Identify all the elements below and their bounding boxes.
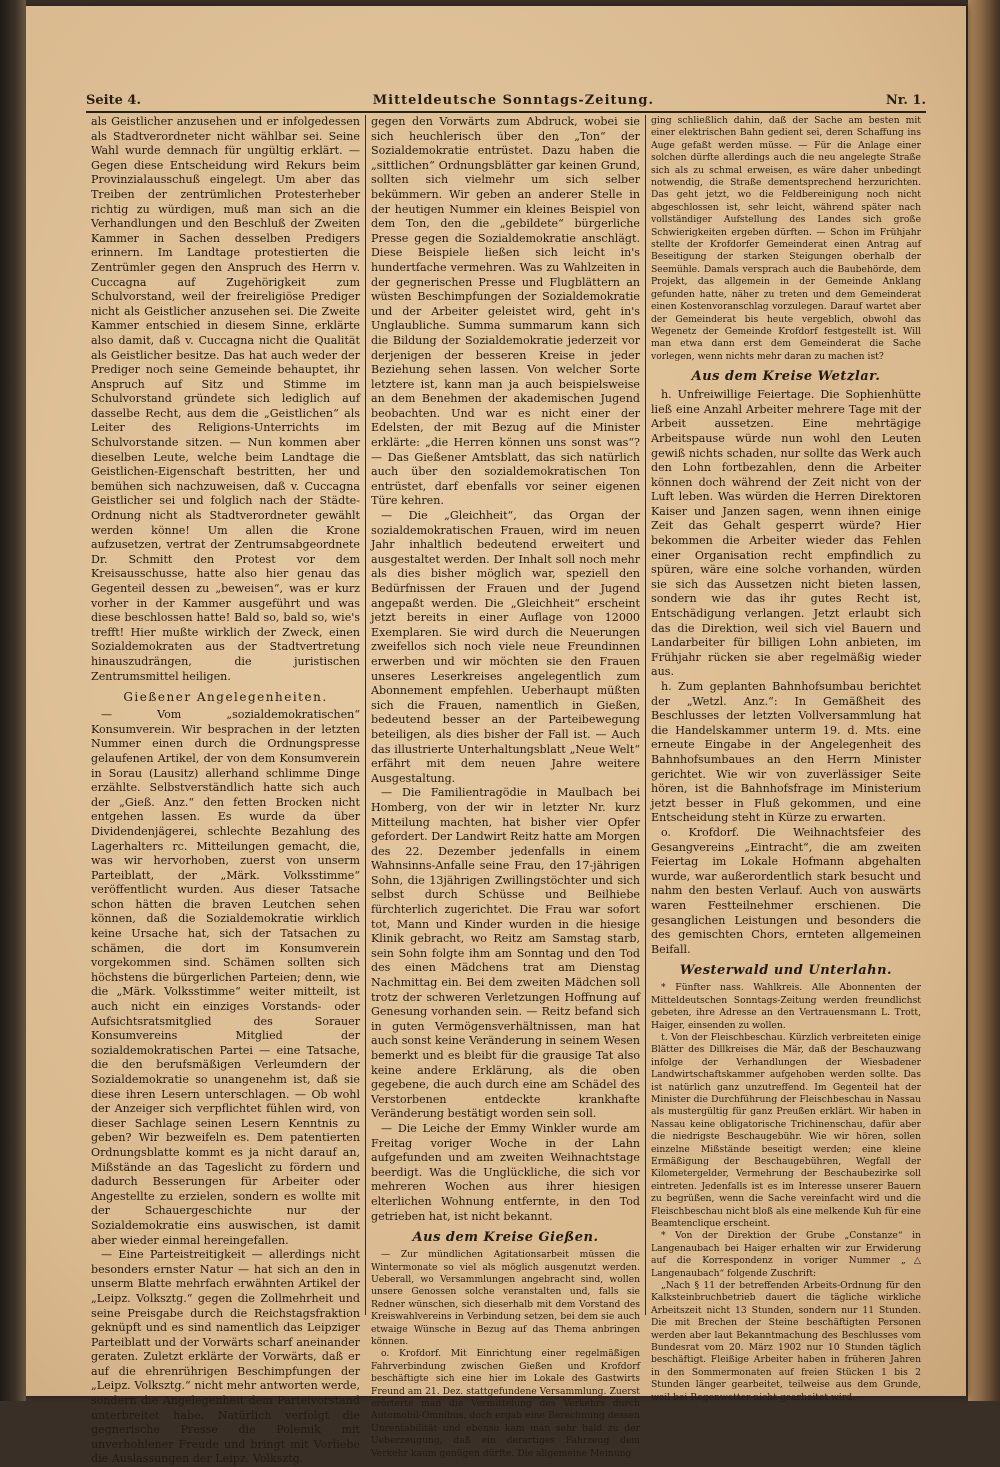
page-header xyxy=(86,90,926,110)
newspaper-title: Mitteldeutsche Sonntags-Zeitung. xyxy=(372,92,655,108)
newspaper-page xyxy=(26,6,966,1466)
section-heading: Westerwald und Unterlahn. xyxy=(679,963,893,979)
article-paragraph: ging schließlich dahin, daß der Sache am besten mit einer elektrischen Bahn gedient sei, deren Schaffung ins Auge gefaßt werden müsse. — Für die Anlage einer solchen dürfte allerdings auch die neu angelegte Straße sich als zu schmal erweisen, es wäre daher unbedingt notwendig, die Straße dementsprechend herzurichten. Das geht jetzt, wo die Feldbereinigung noch nicht abgeschlossen ist, sehr leicht, während später nach vollständiger Aufstellung des Landes sich große Schwierigkeiten ergeben dürften. — Schon im Frühjahr stellte der Krofdorfer Gemeinderat einen Antrag auf Beseitigung der starken Steigungen oberhalb der Seemühle. Damals versprach auch die Baubehörde, dem Projekt, das allgemein in der Gemeinde Anklang gefunden hatte, näher zu treten und dem Gemeinderat einen Kostenvoranschlag vorzulegen. Darauf wartet aber der Gemeinderat bis heute vergeblich, obwohl das Wegenetz der Gemeinde Krofdorf festgestellt ist. Will man etwa dann erst dem Gemeinderat die Sache vorlegen, wenn nichts mehr daran zu machen ist? xyxy=(651,115,921,362)
book-binding-right xyxy=(968,0,1000,1401)
article-paragraph: — Eine Parteistreitigkeit — allerdings nicht besonders ernster Natur — hat sich an den in unserm Blatte mehrfach erwähnten Artikel der „Leipz. Volksztg.“ gegen die Zollmehrheit und seine Preisgabe durch die Reichstagsfraktion geknüpft und es sind namentlich das Leipziger Parteiblatt und der Vorwärts scharf aneinander geraten. Zuletzt erklärte der Vorwärts, daß er auf die ehrenrührigen Beschimpfungen der „Leipz. Volksztg.“ nicht mehr antworten werde, sondern die Angelegenheit dem Parteivorstand unterbreitet habe. Natürlich verfolgt die gegnerische Presse die Polemik mit unverhohlener Freude und bringt mit Vorliebe die Auslassungen der Leipz. Volksztg. xyxy=(91,1248,360,1466)
header-rule xyxy=(86,111,926,113)
issue-number: Nr. 1. xyxy=(885,92,926,108)
section-heading: Aus dem Kreise Gießen. xyxy=(412,1230,599,1246)
column-2 xyxy=(366,115,646,1459)
column-1 xyxy=(86,115,366,1466)
article-paragraph: — Zur mündlichen Agitationsarbeit müssen die Wintermonate so viel als möglich ausgenutzt werden. Ueberall, wo Versammlungen angebracht sind, wollen unsere Genossen solche veranstalten und, falls sie Redner wünschen, sich dieserhalb mit dem Vorstand des Kreiswahlvereins in Verbindung setzen, bei dem sie auch etwaige Wünsche in Bezug auf das Thema anbringen können. xyxy=(371,1249,640,1347)
article-paragraph: „Nach § 11 der betreffenden Arbeits-Ordnung für den Kalksteinbruchbetrieb dauert die tägliche wirkliche Arbeitszeit nicht 13 Stunden, sondern nur 11 Stunden. Die mit Brechen der Steine beschäftigten Personen werden aber laut Bekanntmachung des Beschlusses vom Bundesrat vom 20. März 1902 nur 10 Stunden täglich beschäftigt. Fleißige Arbeiter haben in früheren Jahren in den Sommermonaten auf freien Stücken 1 bis 2 Stunden länger gearbeitet, teilweise aus dem Grunde, weil bei Regenwetter nicht gearbeitet wird. xyxy=(651,1280,921,1403)
article-paragraph: — Die Familientragödie in Maulbach bei Homberg, von der wir in letzter Nr. kurz Mitteilung machten, hat bisher vier Opfer gefordert. Der Landwirt Reitz hatte am Morgen des 22. Dezember jedenfalls in einem Wahnsinns-Anfalle seine Frau, den 17-jährigen Sohn, die 13jährigen Zwillingstöchter und sich selbst durch Schüsse und Beilhiebe fürchterlich zugerichtet. Die Frau war sofort tot, Mann und Kinder wurden in die hiesige Klinik gebracht, wo Reitz am Samstag starb, sein Sohn folgte ihm am Sonntag und den Tod des einen Mädchens trat am Dienstag Nachmittag ein. Bei dem zweiten Mädchen soll trotz der schweren Verletzungen Hoffnung auf Genesung vorhanden sein. — Reitz befand sich in guten Vermögensverhältnissen, man hat auch sonst keine Veränderung in seinem Wesen bemerkt und es bleibt für die grausige Tat also keine andere Erklärung, als die oben gegebene, die auch durch eine am Schädel des Verstorbenen entdeckte krankhafte Veränderung bestätigt worden sein soll. xyxy=(371,786,640,1121)
section-heading: Gießener Angelegenheiten. xyxy=(123,690,328,705)
section-heading: Aus dem Kreise Wetzlar. xyxy=(691,369,881,385)
article-paragraph: * Fünfter nass. Wahlkreis. Alle Abonnenten der Mitteldeutschen Sonntags-Zeitung werden freundlichst gebeten, ihre Adresse an den Vertrauensmann L. Trott, Haiger, einsenden zu wollen. xyxy=(651,982,921,1031)
book-binding-left xyxy=(0,0,26,1401)
article-paragraph: t. Von der Fleischbeschau. Kürzlich verbreiteten einige Blätter des Dillkreises die Mär, daß der Beschauzwang infolge der Verhandlungen der Wiesbadener Landwirtschaftskammer aufgehoben werden sollte. Das ist natürlich ganz unzutreffend. Im Gegenteil hat der Minister die Durchführung der Fleischbeschau in Nassau als mustergültig für ganz Preußen erklärt. Wir haben in Nassau keine obligatorische Trichinenschau, dafür aber die niedrigste Beschaugebühr. Wie wir hören, sollen einzelne Mißstände beseitigt werden; eine kleine Ermäßigung der Beschaugebühren, Wegfall der Kilometergelder, Vermehrung der Beschaubezirke soll eintreten. Jedenfalls ist es im Interesse unserer Bauern zu begrüßen, wenn die Sache vereinfacht wird und die Fleischbeschau nicht bloß als eine melkende Kuh für eine Beamtenclique erscheint. xyxy=(651,1031,921,1229)
column-3 xyxy=(646,115,926,1403)
article-paragraph: h. Unfreiwillige Feiertage. Die Sophienhütte ließ eine Anzahl Arbeiter mehrere Tage mit der Arbeit aussetzen. Eine mehrtägige Arbeitspause würde nun wohl den Leuten gewiß nichts schaden, nur sollte das Werk auch den Lohn fortbezahlen, denn die Arbeiter können doch während der Zeit nicht von der Luft leben. Was würden die Herren Direktoren Kaiser und Janzen sagen, wenn ihnen einige Zeit das Gehalt gesperrt würde? Hier bekommen die Arbeiter wieder das Fehlen einer Organisation recht empfindlich zu spüren, wäre eine solche vorhanden, würden sie sich das Aussetzen nicht bieten lassen, sondern wie das ihr gutes Recht ist, Entschädigung verlangen. Jetzt erlaubt sich das die Direktion, weil sich viel Bauern und Landarbeiter für billigen Lohn anbieten, im Frühjahr rücken sie aber regelmäßig wieder aus. xyxy=(651,388,921,679)
article-paragraph: gegen den Vorwärts zum Abdruck, wobei sie sich heuchlerisch über den „Ton“ der Sozialdemokratie entrüstet. Dazu haben die „sittlichen“ Ordnungsblätter gar keinen Grund, sollten sich vielmehr um sich selber bekümmern. Wir geben an anderer Stelle in der heutigen Nummer ein kleines Beispiel von dem Ton, den die „gebildete“ bürgerliche Presse gegen die Sozialdemokratie anschlägt. Diese Beispiele ließen sich leicht in's hundertfache vermehren. Was zu Wahlzeiten in der gegnerischen Presse und Flugblättern an wüsten Beschimpfungen der Sozialdemokratie und der Arbeiter geleistet wird, geht in's Unglaubliche. Summa summarum kann sich die Bildung der Sozialdemokratie jederzeit vor derjenigen der besseren Kreise in jeder Beziehung sehen lassen. Von welcher Sorte letztere ist, kann man ja auch beispielsweise an dem Benehmen der akademischen Jugend beobachten. Und war es nicht einer der Edelsten, der mit Bezug auf die Minister erklärte: „die Herren können uns sonst was“? — Das Gießener Amtsblatt, das sich natürlich auch über den sozialdemokratischen Ton entrüstet, darf ebenfalls vor seiner eigenen Türe kehren. xyxy=(371,115,640,508)
article-paragraph: o. Krofdorf. Die Weihnachtsfeier des Gesangvereins „Eintracht“, die am zweiten Feiertag im Lokale Hofmann abgehalten wurde, war außerordentlich stark besucht und nahm den besten Verlauf. Auch von auswärts waren Festteilnehmer erschienen. Die gesanglichen Leistungen und besonders die des gemischten Chors, ernteten allgemeinen Beifall. xyxy=(651,825,921,956)
article-paragraph: — Die „Gleichheit“, das Organ der sozialdemokratischen Frauen, wird im neuen Jahr inhaltlich bedeutend erweitert und ausgestaltet werden. Der Inhalt soll noch mehr als dies bisher möglich war, speziell den Bedürfnissen der Frauen und der Jugend angepaßt werden. Die „Gleichheit“ erscheint jetzt bereits in einer Auflage von 12000 Exemplaren. Sie wird durch die Neuerungen zweifellos sich noch viele neue Freundinnen erwerben und wir möchten sie den Frauen unseres Leserkreises angelegentlich zum Abonnement empfehlen. Ueberhaupt müßten sich die Frauen, namentlich in Gießen, bedeutend besser an der Parteibewegung beteiligen, als dies bisher der Fall ist. — Auch das illustrierte Unterhaltungsblatt „Neue Welt“ erfährt mit dem neuen Jahre weitere Ausgestaltung. xyxy=(371,509,640,785)
article-paragraph: — Vom „sozialdemokratischen“ Konsumverein. Wir besprachen in der letzten Nummer einen durch die Ordnungspresse gelaufenen Artikel, der von dem Konsumverein in Sorau (Lausitz) allerhand schlimme Dinge erzählte. Selbstverständlich hatte sich auch der „Gieß. Anz.“ den fetten Brocken nicht entgehen lassen. Es wurde da über Dividendenjägerei, schlechte Bezahlung des Lagerhalters rc. Mitteilungen gemacht, die, was wir hervorhoben, zuerst von unserm Parteiblatt, der „Märk. Volksstimme“ veröffentlicht wurden. Aus dieser Tatsache schon hätten die braven Leutchen sehen können, daß die Sozialdemokratie wirklich keine Ursache hat, sich der Tatsachen zu schämen, die dort im Konsumverein vorgekommen sind. Schämen sollten sich höchstens die bürgerlichen Parteien; denn, wie die „Märk. Volksstimme“ weiter mitteilt, ist auch nicht ein einziges Vorstands- oder Aufsichtsratsmitglied des Sorauer Konsumvereins Mitglied der sozialdemokratischen Partei — eine Tatsache, die den berufsmäßigen Verleumdern der Sozialdemokratie so unangenehm ist, daß sie diese ihren Lesern unterschlagen. — Ob wohl der Anzeiger sich verpflichtet fühlen wird, von dieser Sachlage seinen Lesern Kenntnis zu geben? Wir bezweifeln es. Dem patentierten Ordnungsblatte kommt es ja nicht darauf an, Mißstände an das Tageslicht zu fördern und dadurch Besserungen für Arbeiter oder Angestellte zu erzielen, sondern es wollte mit der Schauergeschichte nur der Sozialdemokratie eins auswischen, ist damit aber wieder einmal hereingefallen. xyxy=(91,708,360,1247)
article-paragraph: * Von der Direktion der Grube „Constanze“ in Langenaubach bei Haiger erhalten wir zur Erwiderung auf die Korrespondenz in voriger Nummer „△ Langenaubach“ folgende Zuschrift: xyxy=(651,1230,921,1279)
article-paragraph: als Geistlicher anzusehen und er infolgedessen als Stadtverordneter nicht wählbar sei. Seine Wahl wurde demnach für ungültig erklärt. — Gegen diese Entscheidung wird Rekurs beim Provinzialausschuß eingelegt. Um aber das Treiben der zentrümlichen Protesterheber richtig zu würdigen, muß man sich an die Verhandlungen und den Beschluß der Zweiten Kammer in Sachen desselben Predigers erinnern. Im Landtage protestierten die Zentrümler gegen den Anspruch des Herrn v. Cuccagna auf Zugehörigkeit zum Schulvorstand, weil der freireligiöse Prediger nicht als Geistlicher anzusehen sei. Die Zweite Kammer entschied in diesem Sinne, erklärte also damit, daß v. Cuccagna nicht die Qualität als Geistlicher besitze. Das hat auch weder der Prediger noch seine Gemeinde behauptet, ihr Anspruch auf Sitz und Stimme im Schulvorstand gründete sich lediglich auf dasselbe Recht, aus dem die „Geistlichen“ als Leiter des Religions-Unterrichts im Schulvorstande sitzen. — Nun kommen aber dieselben Leute, welche beim Landtage die Geistlichen-Eigenschaft bestritten, her und bemühen sich nachzuweisen, daß v. Cuccagna Geistlicher sei und folglich nach der Städte-Ordnung nicht als Stadtverordneter gewählt werden könne! Um allen die Krone aufzusetzen, vertrat der Zentrumsabgeordnete Dr. Schmitt den Protest vor dem Kreisausschusse, hatte also hier genau das Gegenteil dessen zu „beweisen“, was er kurz vorher in der Kammer ausgeführt und was diese beschlossen hatte! Bald so, bald so, wie's trefft! Hier mußte wirklich der Zweck, einen Sozialdemokraten aus der Stadtvertretung hinauszudrängen, die juristischen Zentrumsmittel heiligen. xyxy=(91,115,360,683)
article-paragraph: o. Krofdorf. Mit Einrichtung einer regelmäßigen Fahrverbindung zwischen Gießen und Krofdorf beschäftigte sich eine hier im Lokale des Gastwirts Freund am 21. Dez. stattgefundene Versammlung. Zuerst erörterte man die Vermittelung des Verkehrs durch Automobil-Omnibus, doch ergab eine Berechnung dessen Unrentabilität und ebenso kam man sehr bald zu der Ueberzeugung, daß ein derartiges Fahrzeug dem Verkehr kaum genügen dürfte. Die allgemeine Meinung xyxy=(371,1348,640,1459)
text-columns xyxy=(86,115,926,1466)
article-paragraph: — Die Leiche der Emmy Winkler wurde am Freitag voriger Woche in der Lahn aufgefunden und am zweiten Weihnachtstage beerdigt. Was die Unglückliche, die sich vor mehreren Wochen aus ihrer hiesigen elterlichen Wohnung entfernte, in den Tod getrieben hat, ist nicht bekannt. xyxy=(371,1121,640,1223)
page-number: Seite 4. xyxy=(86,92,141,108)
article-paragraph: h. Zum geplanten Bahnhofsumbau berichtet der „Wetzl. Anz.“: In Gemäßheit des Beschlusses der letzten Vollversammlung hat die Handelskammer unterm 19. d. Mts. eine erneute Eingabe in der Angelegenheit des Bahnhofsumbaues an den Herrn Minister gerichtet. Wie wir von zuverlässiger Seite hören, ist die Bahnhofsfrage im Ministerium jetzt besser in Fluß gekommen, und eine Entscheidung steht in Kürze zu erwarten. xyxy=(651,680,921,825)
